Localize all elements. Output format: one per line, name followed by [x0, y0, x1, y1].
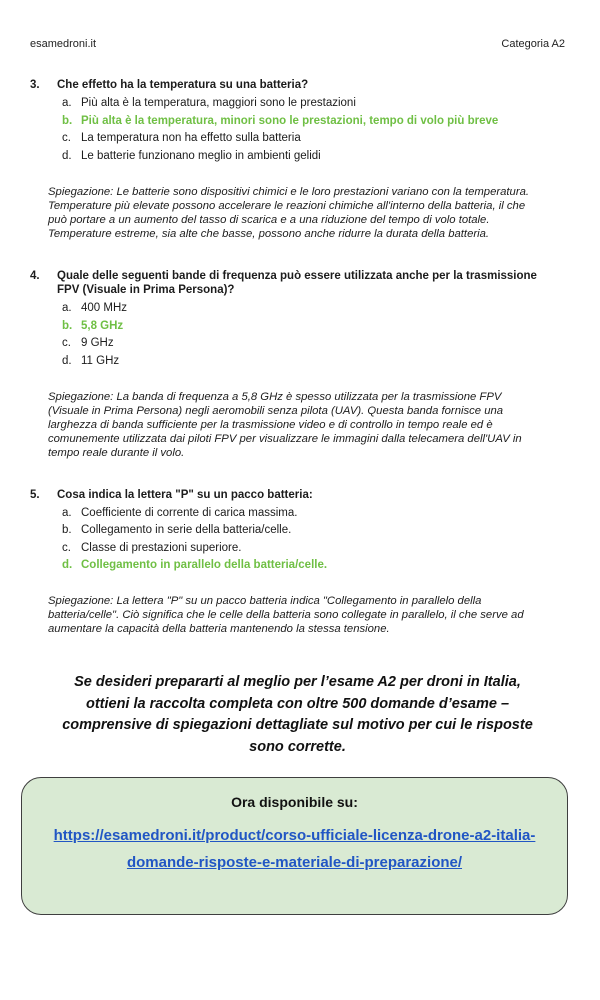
question-number: 3.	[30, 79, 40, 91]
question-number: 4.	[30, 269, 40, 282]
answer-option	[30, 507, 565, 520]
option-letter: b.	[62, 524, 72, 536]
option-letter: a.	[62, 97, 72, 109]
option-letter: d.	[62, 354, 72, 367]
question-block-4	[30, 269, 565, 460]
option-text: 11 GHz	[81, 354, 120, 367]
answer-option	[30, 97, 565, 110]
answer-option	[30, 524, 565, 537]
cta-box	[21, 777, 568, 915]
answer-option	[30, 337, 565, 350]
answer-option	[30, 355, 565, 368]
option-letter: c.	[62, 337, 71, 349]
question-block-3	[30, 78, 565, 241]
option-letter: b.	[62, 114, 73, 127]
answer-option	[30, 132, 565, 145]
option-text: La temperatura non ha effetto sulla batteria	[81, 132, 301, 144]
answer-option	[30, 302, 565, 315]
answer-option	[30, 542, 565, 555]
option-letter: c.	[62, 132, 71, 144]
site-name: esamedroni.it	[30, 38, 97, 50]
explanation-text: Spiegazione: Le batterie sono dispositivi chimici e le loro prestazioni variano con la temperatura. Temperature più elevate possono accelerare le reazioni chimiche all'interno della batteria, il che può portare a un aumento del tasso di scarica e a una riduzione del tempo di volo totale. Temperature estreme, sia alte che basse, possono anche ridurre la durata della batteria.	[48, 185, 530, 240]
question-block-5	[30, 488, 565, 637]
cta-heading: Ora disponibile su:	[231, 794, 358, 810]
options-list	[30, 97, 565, 163]
answer-option-correct	[30, 115, 565, 128]
option-text: 400 MHz	[81, 302, 128, 314]
explanation-text: Spiegazione: La lettera "P" su un pacco batteria indica "Collegamento in parallelo della batteria/celle". Ciò significa che le celle della batteria sono collegate in parallelo, il che serve ad aumentare la capacità della batteria mantenendo la stessa tensione.	[48, 595, 524, 635]
option-text: Coefficiente di corrente di carica massima.	[81, 506, 298, 519]
answer-option-correct	[30, 320, 565, 333]
option-text: Le batterie funzionano meglio in ambienti gelidi	[81, 149, 321, 162]
option-letter: b.	[62, 319, 73, 332]
option-letter: a.	[62, 506, 72, 519]
option-text: 5,8 GHz	[81, 319, 124, 332]
promo-text: Se desideri prepararti al meglio per l’esame A2 per droni in Italia, ottieni la raccolta completa con oltre 500 domande d’esame – comprensive di spiegazioni dettagliate sul motivo per cui le risposte sono corrette.	[62, 674, 533, 755]
options-list	[30, 302, 565, 368]
option-text: Più alta è la temperatura, maggiori sono le prestazioni	[81, 97, 356, 109]
explanation-text: Spiegazione: La banda di frequenza a 5,8 GHz è spesso utilizzata per la trasmissione FPV (Visuale in Prima Persona) negli aeromobili senza pilota (UAV). Questa banda fornisce una larghezza di banda sufficiente per la trasmissione video e di controllo in tempo reale ed è comunemente utilizzata dai piloti FPV per visualizzare le immagini dalla telecamera dell'UAV in tempo reale durante il volo.	[48, 390, 522, 459]
option-text: Collegamento in serie della batteria/celle.	[81, 524, 292, 536]
option-letter: a.	[62, 302, 72, 314]
option-text: Classe di prestazioni superiore.	[81, 541, 242, 554]
option-letter: c.	[62, 541, 71, 554]
product-link[interactable]: https://esamedroni.it/product/corso-ufficiale-licenza-drone-a2-italia-domande-risposte-e-materiale-di-preparazione/	[53, 827, 536, 871]
question-text: Quale delle seguenti bande di frequenza può essere utilizzata anche per la trasmissione FPV (Visuale in Prima Persona)?	[57, 269, 537, 296]
option-text: 9 GHz	[81, 337, 114, 349]
answer-option-correct	[30, 559, 565, 572]
option-text: Più alta è la temperatura, minori sono le prestazioni, tempo di volo più breve	[81, 114, 499, 127]
answer-option	[30, 150, 565, 163]
question-text: Che effetto ha la temperatura su una batteria?	[57, 79, 309, 91]
option-letter: d.	[62, 559, 73, 571]
option-letter: d.	[62, 149, 72, 162]
page-header	[30, 38, 565, 50]
question-text: Cosa indica la lettera "P" su un pacco batteria:	[57, 488, 313, 501]
option-text: Collegamento in parallelo della batteria/celle.	[81, 559, 328, 571]
options-list	[30, 507, 565, 573]
question-number: 5.	[30, 488, 40, 501]
category-label: Categoria A2	[501, 38, 565, 50]
